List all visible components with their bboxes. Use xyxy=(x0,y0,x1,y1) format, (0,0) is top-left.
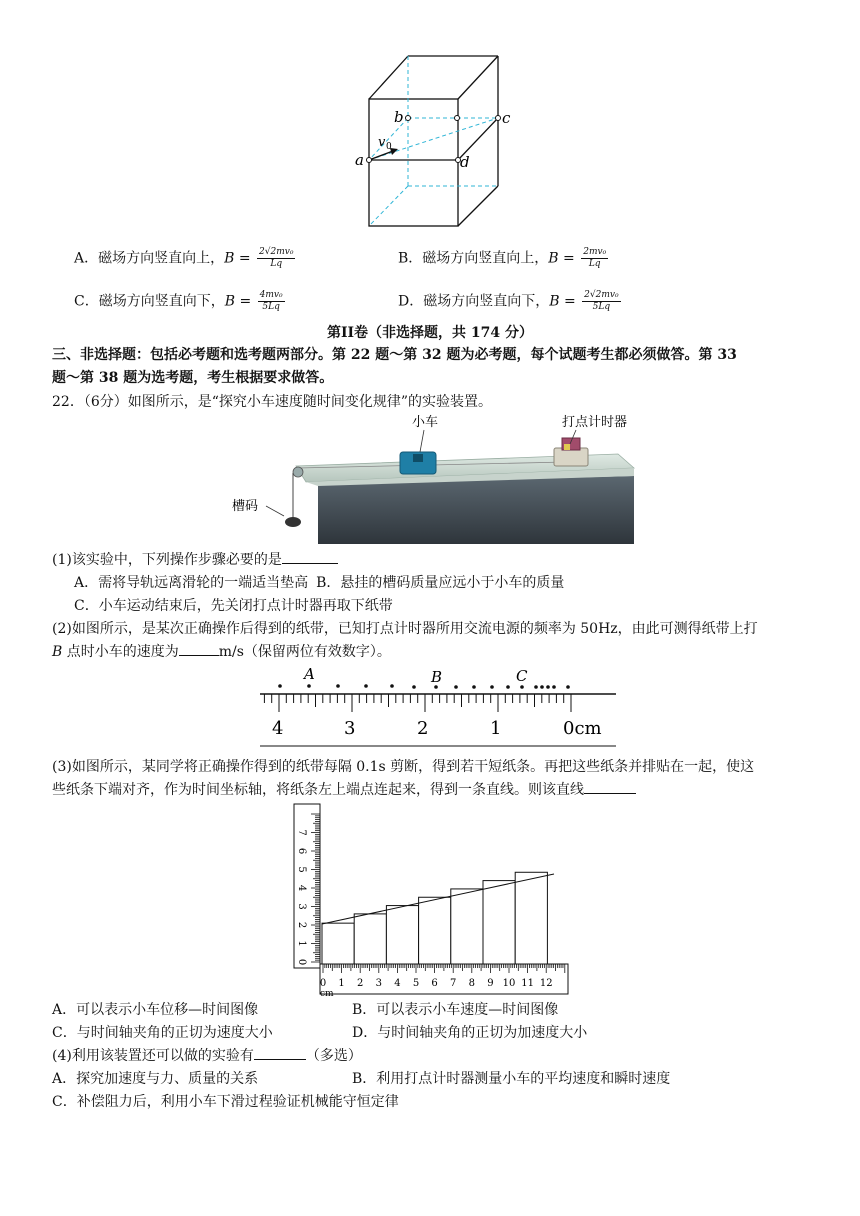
v-ruler-number: 2 xyxy=(296,921,307,929)
paper-strip xyxy=(419,897,451,964)
answer-blank[interactable] xyxy=(282,563,338,564)
tape-ruler-figure xyxy=(254,662,624,752)
ruler-number-2: 2 xyxy=(417,718,429,739)
paper-strip xyxy=(451,889,483,964)
point-label-a: A xyxy=(304,665,315,683)
section-2-title: 第II卷（非选择题，共 174 分） xyxy=(326,325,534,341)
h-ruler-number: 6 xyxy=(431,978,438,989)
q22-intro: 22．（6分）如图所示，是“探究小车速度随时间变化规律”的实验装置。 xyxy=(52,394,493,410)
ruler-number-0cm: 0cm xyxy=(563,718,602,739)
q21-option-d: D．磁场方向竖直向下，B = $\frac{\text{2√2mv₀}}{5Lq}$ xyxy=(398,290,619,312)
cube-figure xyxy=(340,50,520,232)
answer-blank[interactable] xyxy=(179,655,219,656)
q22-4-stem: (4)利用该装置还可以做的实验有 （多选） xyxy=(52,1048,362,1064)
h-ruler-number: 3 xyxy=(375,978,382,989)
label-b: b xyxy=(394,108,404,126)
point-label-c: C xyxy=(516,667,528,685)
apparatus-figure xyxy=(226,410,646,550)
paper-strip xyxy=(483,881,515,964)
section-3-line-1: 三、非选择题：包括必考题和选考题两部分。第 22 题～第 32 题为必考题，每个试题考生都必须做答。第 33 xyxy=(52,347,737,363)
label-c: c xyxy=(502,109,511,127)
answer-blank[interactable] xyxy=(584,793,636,794)
point-label-b: B xyxy=(431,668,443,686)
label-v: v xyxy=(378,135,386,150)
v-ruler-number: 0 xyxy=(296,958,307,966)
h-ruler-number: 7 xyxy=(450,978,457,989)
v-ruler-number: 4 xyxy=(296,884,307,892)
q22-3-options-cd: C．与时间轴夹角的正切为速度大小 D．与时间轴夹角的正切为加速度大小 xyxy=(52,1025,588,1041)
h-ruler-number: 11 xyxy=(521,978,534,989)
v-ruler-number: 5 xyxy=(296,866,307,873)
h-unit: cm xyxy=(320,989,334,999)
h-ruler-number: 12 xyxy=(539,978,553,989)
q22-1-option-c: C．小车运动结束后，先关闭打点计时器再取下纸带 xyxy=(74,598,393,614)
q21-option-c: C．磁场方向竖直向下，B = $\frac{\text{4mv₀}}{5Lq}$ xyxy=(74,290,283,312)
h-ruler-number: 4 xyxy=(394,978,401,989)
q22-1-stem: (1)该实验中，下列操作步骤必要的是 xyxy=(52,550,338,570)
q22-4-option-c: C．补偿阻力后，利用小车下滑过程验证机械能守恒定律 xyxy=(52,1094,399,1110)
h-ruler-number: 1 xyxy=(338,978,345,989)
ruler-number-1: 1 xyxy=(490,718,502,739)
h-ruler-number: 2 xyxy=(357,978,364,989)
q22-3-line-2: 些纸条下端对齐，作为时间坐标轴，将纸条左上端点连起来，得到一条直线。则该直线 xyxy=(52,780,636,800)
cart-label: 小车 xyxy=(412,415,439,430)
q22-3-options-ab: A．可以表示小车位移—时间图像 B．可以表示小车速度—时间图像 xyxy=(52,1002,559,1018)
v-ruler-number: 3 xyxy=(296,903,307,910)
q21-option-b: B．磁场方向竖直向上，B = $\frac{\text{2mv₀}}{Lq}$ xyxy=(398,247,607,269)
ruler-number-4: 4 xyxy=(272,718,284,739)
q22-4-options-ab: A．探究加速度与力、质量的关系 B．利用打点计时器测量小车的平均速度和瞬时速度 xyxy=(52,1071,671,1087)
paper-strip xyxy=(386,906,418,964)
q22-2-line-1: (2)如图所示，是某次正确操作后得到的纸带，已知打点计时器所用交流电源的频率为 50Hz，由此可测得纸带上打 xyxy=(52,621,758,637)
paper-strip xyxy=(322,923,354,964)
q22-2-line-2: B 点时小车的速度为 m/s（保留两位有效数字）。 xyxy=(52,644,391,660)
q22-3-line-1: (3)如图所示，某同学将正确操作得到的纸带每隔 0.1s 剪断，得到若干短纸条。再把这些纸条并排贴在一起，使这 xyxy=(52,759,755,775)
q22-1-options-ab: A．需将导轨远离滑轮的一端适当垫高 B．悬挂的槽码质量应远小于小车的质量 xyxy=(74,575,565,591)
paper-strip-figure xyxy=(290,800,580,1000)
h-ruler-number: 5 xyxy=(412,978,420,989)
paper-strip xyxy=(354,914,386,964)
h-ruler-number: 9 xyxy=(487,978,494,989)
timer-label: 打点计时器 xyxy=(562,415,628,430)
v-ruler-number: 1 xyxy=(296,940,307,947)
h-ruler-number: 8 xyxy=(468,978,475,989)
q21-option-a: A．磁场方向竖直向上，B = $\frac{\text{2√2mv₀}}{Lq}$ xyxy=(74,247,294,269)
section-3-line-2: 题～第 38 题为选考题，考生根据要求做答。 xyxy=(52,370,334,386)
ruler-number-3: 3 xyxy=(344,718,356,739)
h-ruler-number: 0 xyxy=(319,978,327,989)
v-ruler-number: 6 xyxy=(296,847,307,855)
paper-strip xyxy=(515,872,547,964)
weight-label: 槽码 xyxy=(232,499,259,514)
h-ruler-number: 10 xyxy=(502,978,516,989)
v-ruler-number: 7 xyxy=(296,829,307,836)
label-a: a xyxy=(355,151,364,169)
answer-blank[interactable] xyxy=(254,1059,306,1060)
label-v-sub: 0 xyxy=(386,142,392,152)
label-d: d xyxy=(460,153,470,171)
